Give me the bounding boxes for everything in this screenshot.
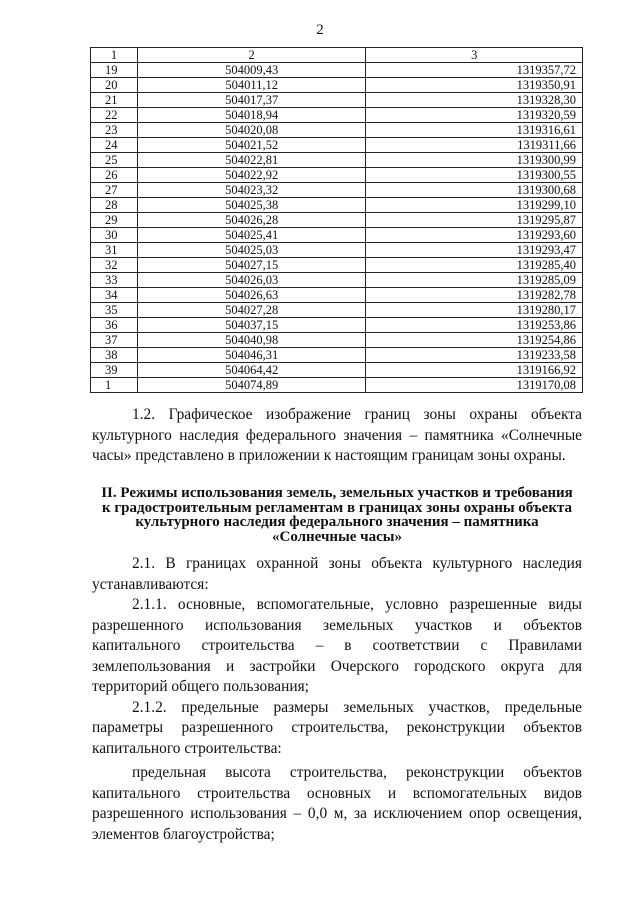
y-coordinate-cell: 1319328,30 <box>366 93 583 108</box>
x-coordinate-cell: 504021,52 <box>137 138 365 153</box>
x-coordinate-cell: 504027,15 <box>137 258 365 273</box>
table-row <box>91 123 583 138</box>
table-row <box>91 318 583 333</box>
heading-line: культурного наследия федерального значения – памятника <box>135 514 539 530</box>
x-coordinate-cell: 504020,08 <box>137 123 365 138</box>
paragraph-1-2: 1.2. Графическое изображение границ зоны охраны объекта культурного наследия федерального значения – памятника «Солнечные часы» представлено в приложении к настоящим границам зоны охраны. <box>92 406 582 464</box>
point-number-cell: 23 <box>91 123 138 138</box>
point-number-cell: 35 <box>91 303 138 318</box>
column-header: 2 <box>137 48 365 63</box>
point-number-cell: 1 <box>91 378 138 393</box>
y-coordinate-cell: 1319320,59 <box>366 108 583 123</box>
point-number-cell: 39 <box>91 363 138 378</box>
point-number-cell: 33 <box>91 273 138 288</box>
x-coordinate-cell: 504018,94 <box>137 108 365 123</box>
y-coordinate-cell: 1319253,86 <box>366 318 583 333</box>
y-coordinate-cell: 1319311,66 <box>366 138 583 153</box>
x-coordinate-cell: 504025,03 <box>137 243 365 258</box>
y-coordinate-cell: 1319280,17 <box>366 303 583 318</box>
y-coordinate-cell: 1319357,72 <box>366 63 583 78</box>
x-coordinate-cell: 504037,15 <box>137 318 365 333</box>
y-coordinate-cell: 1319285,09 <box>366 273 583 288</box>
x-coordinate-cell: 504017,37 <box>137 93 365 108</box>
section-heading <box>92 486 582 544</box>
point-number-cell: 34 <box>91 288 138 303</box>
table-row <box>91 198 583 213</box>
table-row <box>91 183 583 198</box>
table-row <box>91 213 583 228</box>
point-number-cell: 28 <box>91 198 138 213</box>
x-coordinate-cell: 504025,41 <box>137 228 365 243</box>
point-number-cell: 32 <box>91 258 138 273</box>
point-number-cell: 30 <box>91 228 138 243</box>
table-row <box>91 78 583 93</box>
paragraph-2-1-1: 2.1.1. основные, вспомогательные, условно разрешенные виды разрешенного использования земельных участков и объектов капитального строительства – в соответствии с Правилами землепользования и застройки Очерского городского округа для территорий общего пользования; <box>92 596 582 695</box>
y-coordinate-cell: 1319293,47 <box>366 243 583 258</box>
table-row <box>91 288 583 303</box>
y-coordinate-cell: 1319300,55 <box>366 168 583 183</box>
point-number-cell: 37 <box>91 333 138 348</box>
y-coordinate-cell: 1319254,86 <box>366 333 583 348</box>
table-row <box>91 153 583 168</box>
section-1-2 <box>92 405 582 467</box>
x-coordinate-cell: 504026,28 <box>137 213 365 228</box>
x-coordinate-cell: 504046,31 <box>137 348 365 363</box>
x-coordinate-cell: 504064,42 <box>137 363 365 378</box>
point-number-cell: 19 <box>91 63 138 78</box>
section-2 <box>92 554 582 845</box>
table-header-row <box>91 48 583 63</box>
paragraph-max-height: предельная высота строительства, реконструкции объектов капитального строительства основных и вспомогательных видов разрешенного использования – 0,0 м, за исключением опор освещения, элементов благоустройства; <box>92 764 582 843</box>
table-row <box>91 168 583 183</box>
heading-line: «Солнечные часы» <box>271 528 403 545</box>
point-number-cell: 38 <box>91 348 138 363</box>
x-coordinate-cell: 504022,92 <box>137 168 365 183</box>
y-coordinate-cell: 1319295,87 <box>366 213 583 228</box>
y-coordinate-cell: 1319285,40 <box>366 258 583 273</box>
point-number-cell: 22 <box>91 108 138 123</box>
x-coordinate-cell: 504022,81 <box>137 153 365 168</box>
point-number-cell: 20 <box>91 78 138 93</box>
point-number-cell: 21 <box>91 93 138 108</box>
paragraph-2-1: 2.1. В границах охранной зоны объекта культурного наследия устанавливаются: <box>92 555 582 593</box>
table-row <box>91 108 583 123</box>
point-number-cell: 36 <box>91 318 138 333</box>
x-coordinate-cell: 504011,12 <box>137 78 365 93</box>
table-row <box>91 303 583 318</box>
paragraph-2-1-2: 2.1.2. предельные размеры земельных участков, предельные параметры разрешенного строительства, реконструкции объектов капитального строительства: <box>92 698 582 757</box>
point-number-cell: 29 <box>91 213 138 228</box>
x-coordinate-cell: 504025,38 <box>137 198 365 213</box>
table-row <box>91 273 583 288</box>
point-number-cell: 26 <box>91 168 138 183</box>
x-coordinate-cell: 504074,89 <box>137 378 365 393</box>
coordinates-table <box>90 47 583 393</box>
x-coordinate-cell: 504023,32 <box>137 183 365 198</box>
y-coordinate-cell: 1319166,92 <box>366 363 583 378</box>
table-row <box>91 228 583 243</box>
y-coordinate-cell: 1319299,10 <box>366 198 583 213</box>
page-number: 2 <box>316 22 324 38</box>
y-coordinate-cell: 1319170,08 <box>366 378 583 393</box>
column-header: 1 <box>91 48 138 63</box>
point-number-cell: 31 <box>91 243 138 258</box>
x-coordinate-cell: 504009,43 <box>137 63 365 78</box>
table-row <box>91 363 583 378</box>
y-coordinate-cell: 1319350,91 <box>366 78 583 93</box>
column-header: 3 <box>366 48 583 63</box>
table-row <box>91 63 583 78</box>
point-number-cell: 25 <box>91 153 138 168</box>
y-coordinate-cell: 1319233,58 <box>366 348 583 363</box>
heading-line: к градостроительным регламентам в границах зоны охраны объекта <box>101 499 573 516</box>
y-coordinate-cell: 1319293,60 <box>366 228 583 243</box>
table-row <box>91 348 583 363</box>
x-coordinate-cell: 504027,28 <box>137 303 365 318</box>
y-coordinate-cell: 1319282,78 <box>366 288 583 303</box>
x-coordinate-cell: 504026,03 <box>137 273 365 288</box>
table-row <box>91 93 583 108</box>
table-row <box>91 243 583 258</box>
x-coordinate-cell: 504040,98 <box>137 333 365 348</box>
table-row <box>91 138 583 153</box>
point-number-cell: 27 <box>91 183 138 198</box>
y-coordinate-cell: 1319316,61 <box>366 123 583 138</box>
x-coordinate-cell: 504026,63 <box>137 288 365 303</box>
y-coordinate-cell: 1319300,68 <box>366 183 583 198</box>
table-row <box>91 258 583 273</box>
point-number-cell: 24 <box>91 138 138 153</box>
table-row <box>91 378 583 393</box>
heading-line: II. Режимы использования земель, земельных участков и требования <box>101 485 573 501</box>
y-coordinate-cell: 1319300,99 <box>366 153 583 168</box>
table-row <box>91 333 583 348</box>
